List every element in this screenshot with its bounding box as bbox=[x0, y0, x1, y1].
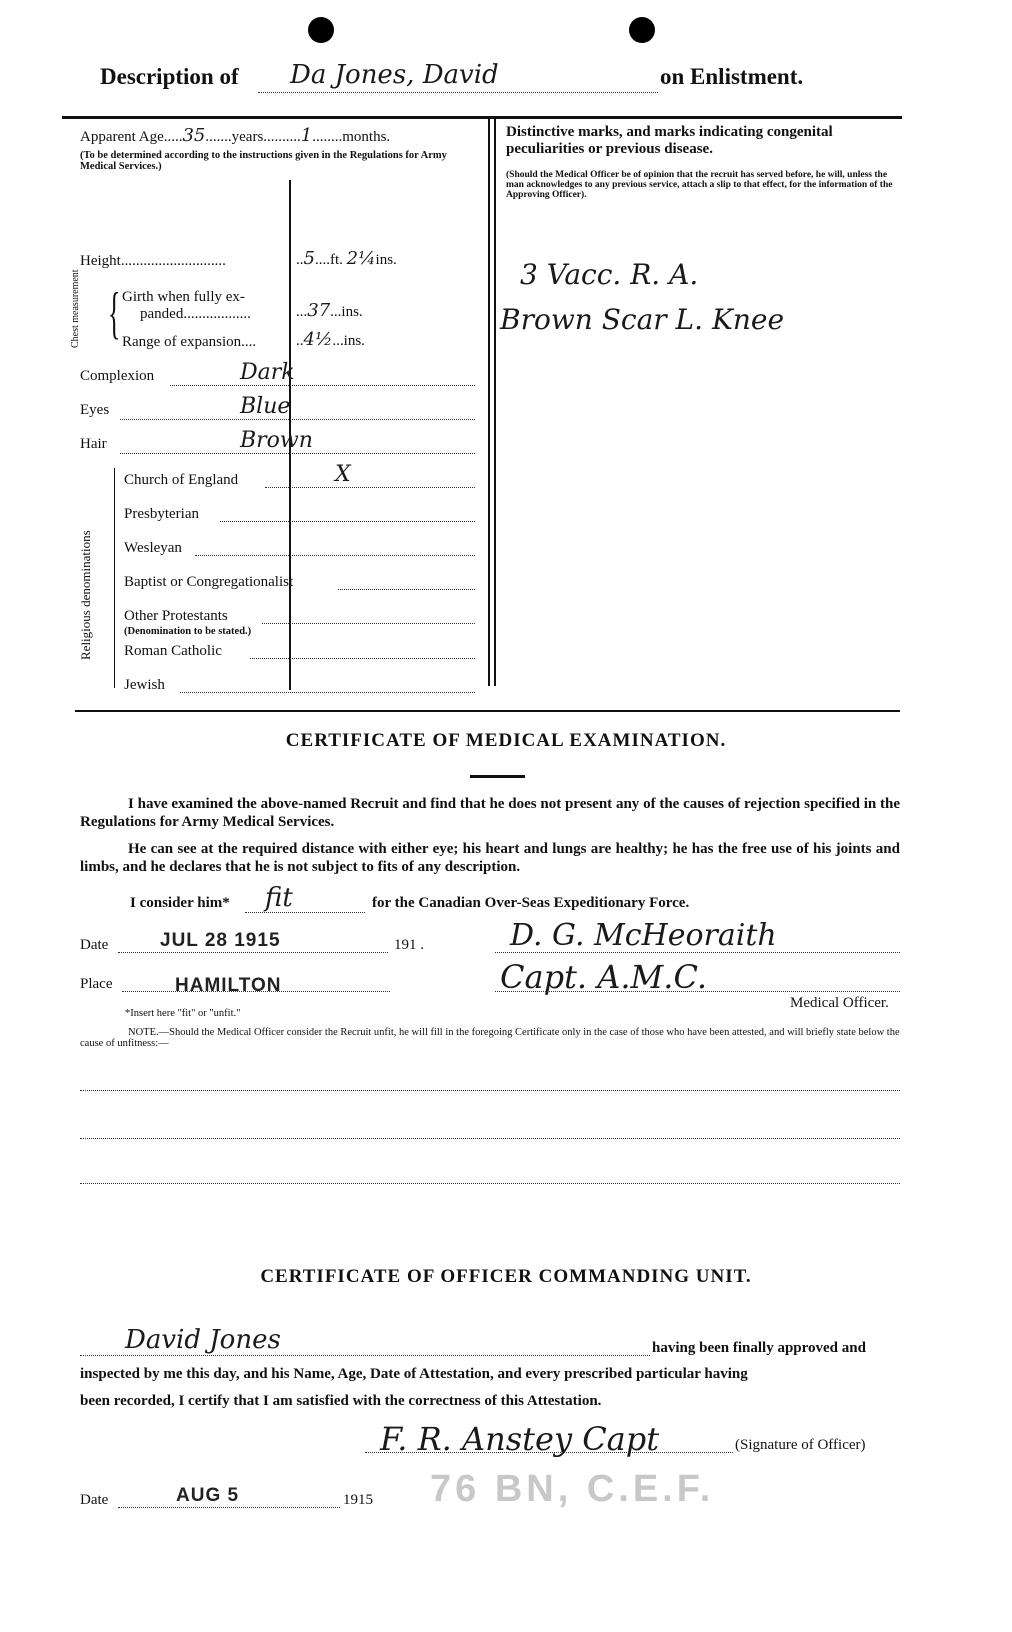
range-label: Range of expansion.... bbox=[122, 334, 257, 350]
hair-value: Brown bbox=[240, 428, 313, 453]
commanding-officer-signature: F. R. Anstey Capt bbox=[380, 1420, 660, 1458]
age-row: Apparent Age.....35.......years..........1........months. bbox=[80, 125, 391, 146]
medical-officer-signature: D. G. McHeoraith bbox=[510, 918, 777, 953]
place-label: Place bbox=[80, 976, 113, 992]
religion-label: Religious denominations bbox=[78, 530, 93, 660]
recruit-name: Da Jones, David bbox=[290, 60, 499, 90]
date-stamp: JUL 28 1915 bbox=[160, 930, 281, 951]
religion-item: Jewish bbox=[124, 677, 165, 693]
ornament bbox=[470, 775, 525, 778]
column-divider bbox=[494, 118, 496, 686]
brace-line bbox=[114, 468, 115, 688]
height-label: Height............................ bbox=[80, 253, 226, 269]
year: 1915 bbox=[343, 1492, 373, 1508]
commanding-text1: having been finally approved and bbox=[652, 1340, 866, 1356]
date-label: Date bbox=[80, 1492, 109, 1508]
religion-item: Presbyterian bbox=[124, 506, 199, 522]
medical-officer-rank: Capt. A.M.C. bbox=[500, 958, 707, 996]
girth-value: ...37...ins. bbox=[296, 300, 363, 321]
religion-item: Church of England bbox=[124, 472, 239, 488]
age-note: (To be determined according to the instructions given in the Regulations for Army Medical Services.) bbox=[80, 150, 447, 172]
distinctive-mark: 3 Vacc. R. A. bbox=[520, 258, 699, 291]
commanding-text2: inspected by me this day, and his Name, Age, Date of Attestation, and every prescribed particular having bbox=[80, 1366, 748, 1382]
place-stamp: HAMILTON bbox=[175, 975, 282, 996]
binder-hole bbox=[629, 17, 655, 43]
header-suffix: on Enlistment. bbox=[660, 64, 804, 89]
girth-label: panded.................. bbox=[140, 306, 251, 322]
brace: { bbox=[108, 281, 121, 346]
religion-item: Baptist or Congregationalist bbox=[124, 574, 294, 590]
hair-label: Hair bbox=[80, 436, 107, 452]
chest-label: Chest measurement bbox=[70, 269, 81, 348]
binder-hole bbox=[308, 17, 334, 43]
column-divider bbox=[488, 118, 490, 686]
fitness-value: fit bbox=[265, 883, 293, 913]
divider bbox=[75, 710, 900, 712]
medical-officer-label: Medical Officer. bbox=[790, 995, 889, 1011]
religion-item: Wesleyan bbox=[124, 540, 182, 556]
header-prefix: Description of bbox=[100, 64, 239, 89]
medical-para2: He can see at the required distance with either eye; his heart and lungs are healthy; he has the free use of his joints and limbs, and he declares that he is not subject to fits of any description. bbox=[80, 841, 900, 875]
date-label: Date bbox=[80, 937, 109, 953]
medical-para1: I have examined the above-named Recruit and find that he does not present any of the causes of rejection specified in the Regulations for Army Medical Services. bbox=[80, 796, 900, 830]
eyes-label: Eyes bbox=[80, 402, 110, 418]
unfit-note: NOTE.—Should the Medical Officer consider the Recruit unfit, he will fill in the foregoing Certificate only in the case of those who have been attested, and will briefly state below the cause of unfitness:— bbox=[80, 1027, 900, 1049]
height-value: ..5....ft. 2¼ins. bbox=[296, 248, 397, 269]
religion-mark: X bbox=[335, 462, 351, 487]
signature-label: (Signature of Officer) bbox=[735, 1437, 866, 1453]
denomination-note: (Denomination to be stated.) bbox=[124, 626, 252, 637]
commanding-text3: been recorded, I certify that I am satisfied with the correctness of this Attestation. bbox=[80, 1393, 602, 1409]
recruit-name-commanding: David Jones bbox=[125, 1325, 281, 1355]
complexion-label: Complexion bbox=[80, 368, 155, 384]
consider-label: I consider him* bbox=[130, 895, 230, 911]
religion-item: Other Protestants bbox=[124, 608, 228, 624]
medical-cert-title: CERTIFICATE OF MEDICAL EXAMINATION. bbox=[285, 730, 727, 751]
commanding-cert-title: CERTIFICATE OF OFFICER COMMANDING UNIT. bbox=[260, 1266, 752, 1287]
year-prefix: 191 . bbox=[394, 937, 424, 953]
divider bbox=[62, 116, 902, 119]
date-stamp: AUG 5 bbox=[176, 1485, 240, 1506]
marks-heading: Distinctive marks, and marks indicating congenital peculiarities or previous disease. bbox=[506, 124, 833, 157]
insert-note: *Insert here "fit" or "unfit." bbox=[125, 1008, 241, 1019]
marks-note: (Should the Medical Officer be of opinion that the recruit has served before, he will, unless the man acknowledges to any previous service, attach a slip to that effect, for the information of the Approving Officer). bbox=[506, 170, 893, 200]
distinctive-mark: Brown Scar L. Knee bbox=[500, 303, 785, 336]
force-label: for the Canadian Over-Seas Expeditionary Force. bbox=[372, 895, 690, 911]
religion-item: Roman Catholic bbox=[124, 643, 222, 659]
unit-stamp: 76 BN, C.E.F. bbox=[430, 1468, 715, 1510]
complexion-value: Dark bbox=[240, 360, 295, 385]
eyes-value: Blue bbox=[240, 394, 291, 419]
girth-label: Girth when fully ex- bbox=[122, 289, 245, 305]
range-value: ..4½...ins. bbox=[296, 329, 365, 350]
